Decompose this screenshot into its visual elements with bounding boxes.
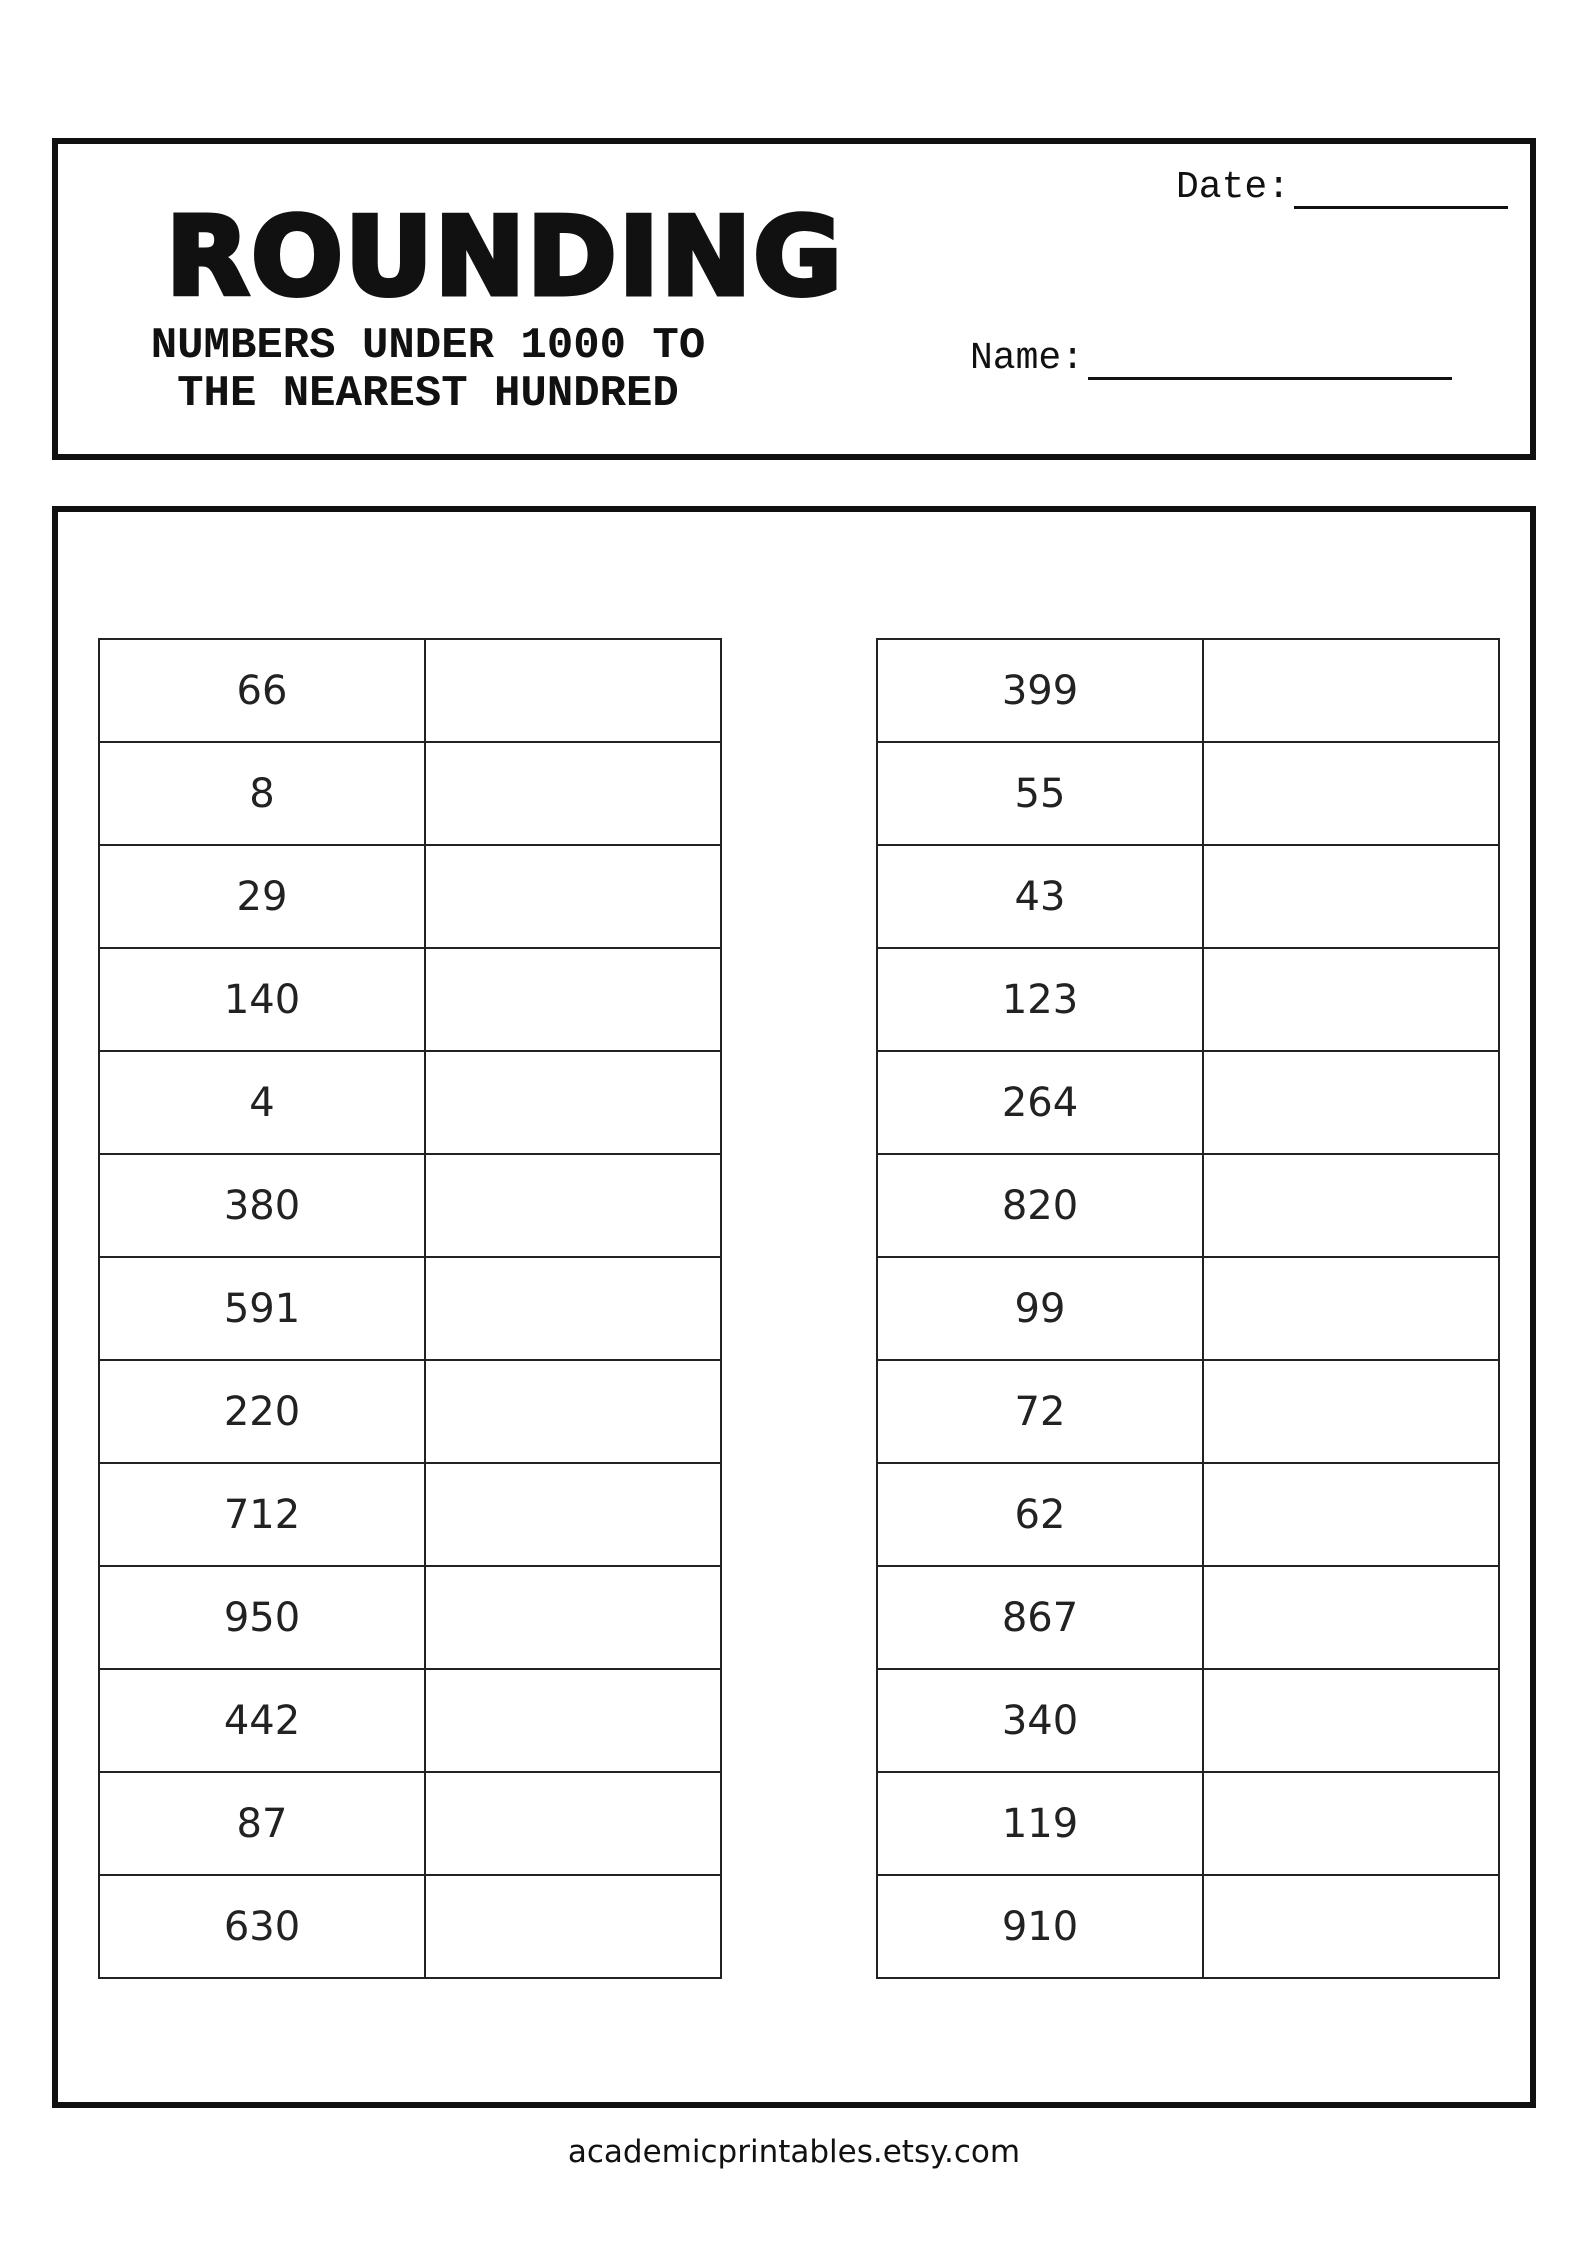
date-blank-line[interactable]	[1294, 170, 1508, 209]
answer-cell[interactable]	[1203, 742, 1499, 845]
number-cell: 55	[877, 742, 1203, 845]
footer-url: academicprintables.etsy.com	[567, 2134, 1021, 2170]
answer-cell[interactable]	[1203, 1566, 1499, 1669]
table-row	[877, 1154, 1499, 1257]
number-cell: 867	[877, 1566, 1203, 1669]
table-row	[99, 1051, 721, 1154]
answer-cell[interactable]	[1203, 948, 1499, 1051]
number-cell: 140	[99, 948, 425, 1051]
subtitle-line-2: THE NEAREST HUNDRED	[177, 369, 679, 419]
table-row	[99, 1875, 721, 1978]
number-cell: 119	[877, 1772, 1203, 1875]
table-row	[877, 1463, 1499, 1566]
table-row	[99, 1154, 721, 1257]
number-cell: 910	[877, 1875, 1203, 1978]
number-cell: 340	[877, 1669, 1203, 1772]
number-cell: 72	[877, 1360, 1203, 1463]
number-cell: 380	[99, 1154, 425, 1257]
worksheet-header	[52, 138, 1536, 460]
number-cell: 66	[99, 639, 425, 742]
table-row	[877, 845, 1499, 948]
table-row	[877, 639, 1499, 742]
number-cell: 220	[99, 1360, 425, 1463]
number-cell: 43	[877, 845, 1203, 948]
number-cell: 442	[99, 1669, 425, 1772]
table-row	[877, 1566, 1499, 1669]
answer-cell[interactable]	[425, 1875, 721, 1978]
table-row	[99, 1566, 721, 1669]
table-row	[877, 948, 1499, 1051]
table-row	[99, 742, 721, 845]
subtitle-line-1: NUMBERS UNDER 1000 TO	[150, 321, 706, 371]
answer-cell[interactable]	[425, 639, 721, 742]
table-row	[99, 1463, 721, 1566]
number-cell: 29	[99, 845, 425, 948]
table-row	[99, 639, 721, 742]
number-cell: 87	[99, 1772, 425, 1875]
answer-cell[interactable]	[1203, 1360, 1499, 1463]
number-cell: 62	[877, 1463, 1203, 1566]
table-row	[99, 1669, 721, 1772]
table-row	[877, 1772, 1499, 1875]
answer-cell[interactable]	[425, 1463, 721, 1566]
table-row	[877, 1257, 1499, 1360]
number-cell: 591	[99, 1257, 425, 1360]
answer-cell[interactable]	[1203, 845, 1499, 948]
table-row	[99, 948, 721, 1051]
right-rounding-table	[876, 638, 1500, 1979]
number-cell: 264	[877, 1051, 1203, 1154]
answer-cell[interactable]	[1203, 1154, 1499, 1257]
answer-cell[interactable]	[425, 1154, 721, 1257]
answer-cell[interactable]	[1203, 1875, 1499, 1978]
name-blank-line[interactable]	[1088, 341, 1452, 380]
name-label: Name:	[970, 337, 1085, 380]
worksheet-subtitle	[118, 322, 738, 418]
table-row	[877, 742, 1499, 845]
answer-cell[interactable]	[425, 845, 721, 948]
answer-cell[interactable]	[1203, 1669, 1499, 1772]
number-cell: 630	[99, 1875, 425, 1978]
left-rounding-table	[98, 638, 722, 1979]
table-row	[99, 1360, 721, 1463]
number-cell: 712	[99, 1463, 425, 1566]
table-row	[99, 1772, 721, 1875]
answer-cell[interactable]	[1203, 639, 1499, 742]
answer-cell[interactable]	[425, 948, 721, 1051]
answer-cell[interactable]	[425, 1669, 721, 1772]
number-cell: 8	[99, 742, 425, 845]
number-cell: 4	[99, 1051, 425, 1154]
answer-cell[interactable]	[1203, 1051, 1499, 1154]
table-row	[877, 1669, 1499, 1772]
number-cell: 820	[877, 1154, 1203, 1257]
answer-cell[interactable]	[1203, 1463, 1499, 1566]
table-row	[99, 1257, 721, 1360]
number-cell: 399	[877, 639, 1203, 742]
table-row	[877, 1875, 1499, 1978]
table-row	[99, 845, 721, 948]
answer-cell[interactable]	[425, 1772, 721, 1875]
answer-cell[interactable]	[1203, 1257, 1499, 1360]
table-row	[877, 1051, 1499, 1154]
date-field[interactable]	[1176, 166, 1508, 209]
answer-cell[interactable]	[425, 1257, 721, 1360]
name-field[interactable]	[970, 337, 1452, 380]
answer-cell[interactable]	[425, 1360, 721, 1463]
number-cell: 950	[99, 1566, 425, 1669]
table-row	[877, 1360, 1499, 1463]
number-cell: 123	[877, 948, 1203, 1051]
number-cell: 99	[877, 1257, 1203, 1360]
exercise-area	[52, 506, 1536, 2108]
answer-cell[interactable]	[425, 1051, 721, 1154]
answer-cell[interactable]	[425, 1566, 721, 1669]
worksheet-title: ROUNDING	[166, 195, 844, 320]
date-label: Date:	[1176, 166, 1291, 209]
answer-cell[interactable]	[425, 742, 721, 845]
answer-cell[interactable]	[1203, 1772, 1499, 1875]
